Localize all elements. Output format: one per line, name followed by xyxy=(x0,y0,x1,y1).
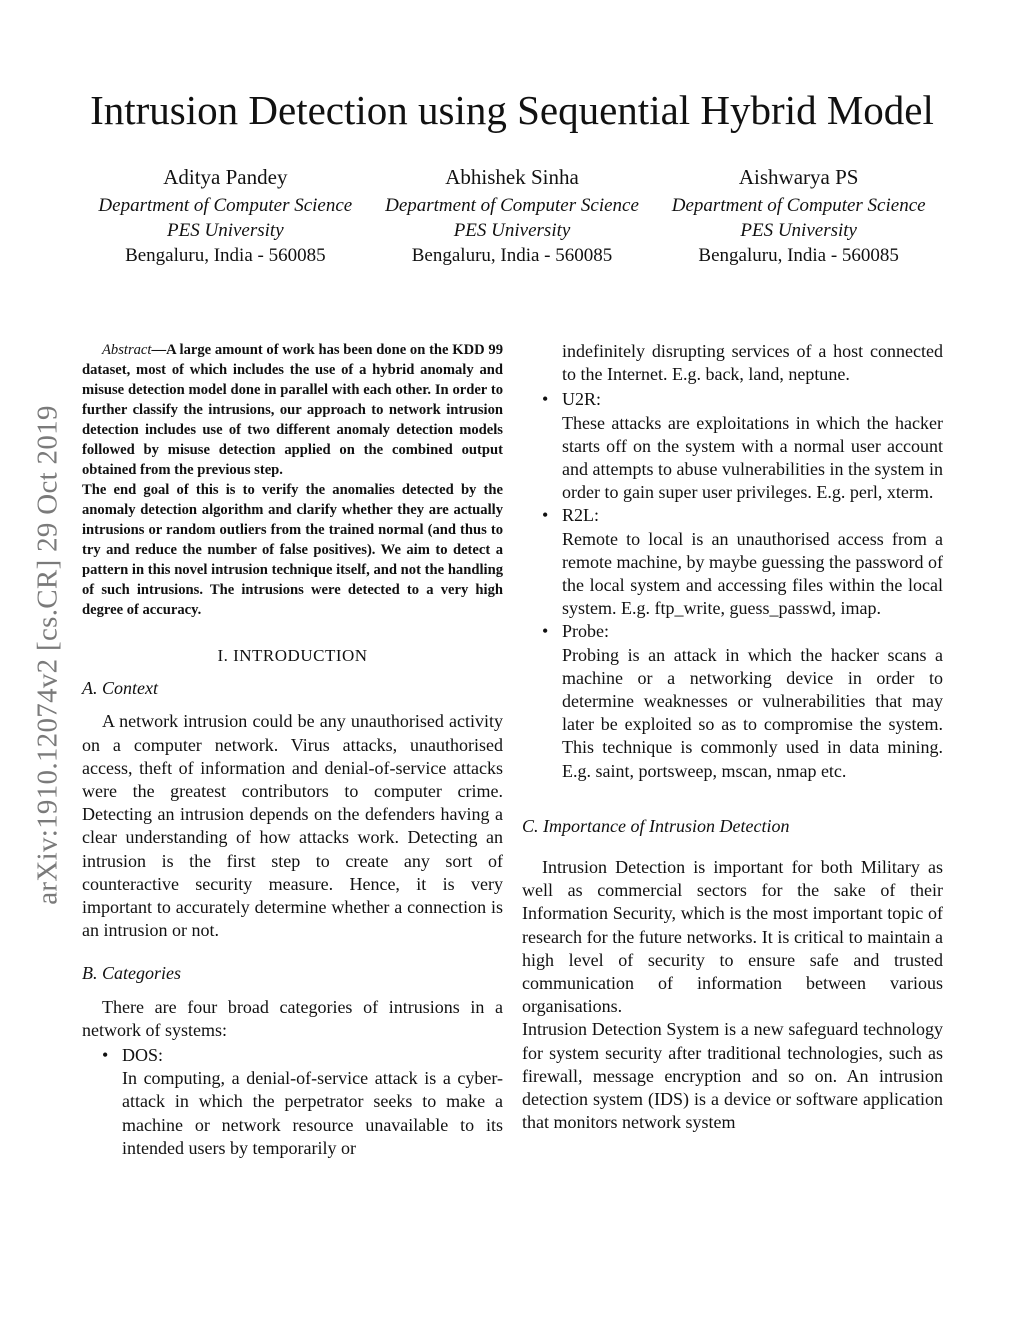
author-department: Department of Computer Science xyxy=(671,195,926,216)
category-title: • R2L: xyxy=(562,505,600,526)
author-university: PES University xyxy=(167,220,284,241)
category-item-probe xyxy=(522,620,943,782)
subsection-heading-context: A. Context xyxy=(82,678,158,699)
author-location: Bengaluru, India - 560085 xyxy=(125,245,326,266)
category-description: Probing is an attack in which the hacker scans a machine or a networking device in order to determine weaknesses or vulnerabilities that may later be exploited so as to compromise the system. This technique is commonly used in data mining. E.g. saint, portsweep, mscan, nmap etc. xyxy=(562,644,943,781)
right-column xyxy=(522,340,943,1135)
category-title: • U2R: xyxy=(562,389,602,410)
category-title: • Probe: xyxy=(562,621,609,642)
author-name: Abhishek Sinha xyxy=(445,165,579,189)
arxiv-stamp xyxy=(18,355,78,955)
subsection-heading-categories: B. Categories xyxy=(82,963,181,984)
category-title: • DOS: xyxy=(122,1045,164,1066)
author-2 xyxy=(369,165,656,268)
left-column xyxy=(82,340,503,1160)
arxiv-identifier: arXiv:1910.12074v2 [cs.CR] 29 Oct 2019 xyxy=(31,405,64,905)
category-description: Remote to local is an unauthorised access from a remote machine, by maybe guessing the password of the local system and accessing files within the local system. E.g. ftp_write, guess_passwd, imap. xyxy=(562,528,943,619)
importance-paragraph-2: Intrusion Detection System is a new safeguard technology for system security after traditional technologies, such as firewall, message encryption and so on. An intrusion detection system (IDS) is a device or software application that monitors network system xyxy=(522,1019,943,1133)
paper-title: Intrusion Detection using Sequential Hybrid Model xyxy=(90,87,934,133)
category-item-u2r xyxy=(522,388,943,504)
abstract-text-1: —A large amount of work has been done on the KDD 99 dataset, most of which includes the use of a hybrid anomaly and misuse detection model done in parallel with each other. In order to further classify the intrusions, our approach to network intrusion detection includes use of two different anomaly detection models followed by misuse detection applied on the combined output obtained from the previous step. xyxy=(82,342,503,478)
section-heading-introduction: I. INTRODUCTION xyxy=(217,646,368,665)
category-list-right xyxy=(522,388,943,782)
author-block xyxy=(82,165,942,268)
author-location: Bengaluru, India - 560085 xyxy=(698,245,899,266)
author-department: Department of Computer Science xyxy=(385,195,639,216)
author-location: Bengaluru, India - 560085 xyxy=(411,245,613,266)
context-paragraph: A network intrusion could be any unauthorised activity on a computer network. Virus attacks, unauthorised access, theft of information and denial-of-service attacks were the greatest contributors to computer crime. Detecting an intrusion depends on the defenders having a clear understanding of how attacks work. Detecting an intrusion is the first step to create any sort of counteractive security measure. Hence, it is very important to accurately determine whether a connection is an intrusion or not. xyxy=(82,711,503,941)
author-name: Aditya Pandey xyxy=(163,165,288,189)
category-item-dos xyxy=(82,1044,503,1160)
category-item-r2l xyxy=(522,504,943,620)
subsection-heading-importance: C. Importance of Intrusion Detection xyxy=(522,815,790,836)
categories-intro: There are four broad categories of intrusions in a network of systems: xyxy=(82,996,503,1040)
category-description: In computing, a denial-of-service attack is a cyber-attack in which the perpetrator seeks to make a machine or network resource unavailable to its intended users by temporarily or xyxy=(122,1068,503,1158)
author-1 xyxy=(82,165,369,268)
author-3 xyxy=(655,165,942,268)
abstract xyxy=(82,340,503,620)
author-department: Department of Computer Science xyxy=(98,195,353,216)
category-description: These attacks are exploitations in which the hacker starts off on the system with a normal user account and attempts to abuse vulnerabilities in the system in order to gain super user privileges. E.g. perl, xterm. xyxy=(562,412,943,503)
author-university: PES University xyxy=(740,220,857,241)
category-list-left xyxy=(82,1044,503,1160)
author-university: PES University xyxy=(453,220,571,241)
abstract-paragraph-1 xyxy=(82,340,503,480)
abstract-paragraph-2: The end goal of this is to verify the anomalies detected by the anomaly detection algorithm and clarify whether they are actually intrusions or random outliers from the trained normal (and thus to try and reduce the number of false positives). We aim to detect a pattern in this novel intrusion technique itself, and not the handling of such intrusions. The intrusions were detected to a very high degree of accuracy. xyxy=(82,482,503,618)
abstract-label: Abstract xyxy=(102,342,152,358)
importance-paragraph-1: Intrusion Detection is important for both Military as well as commercial sectors for the sake of their Information Security, which is the most important topic of research for the future networks. It is critical to maintain a high level of security to ensure safe and trusted communication of information between various organisations. xyxy=(522,857,943,1017)
dos-continuation: indefinitely disrupting services of a host connected to the Internet. E.g. back, land, neptune. xyxy=(562,341,943,385)
author-name: Aishwarya PS xyxy=(738,165,859,189)
